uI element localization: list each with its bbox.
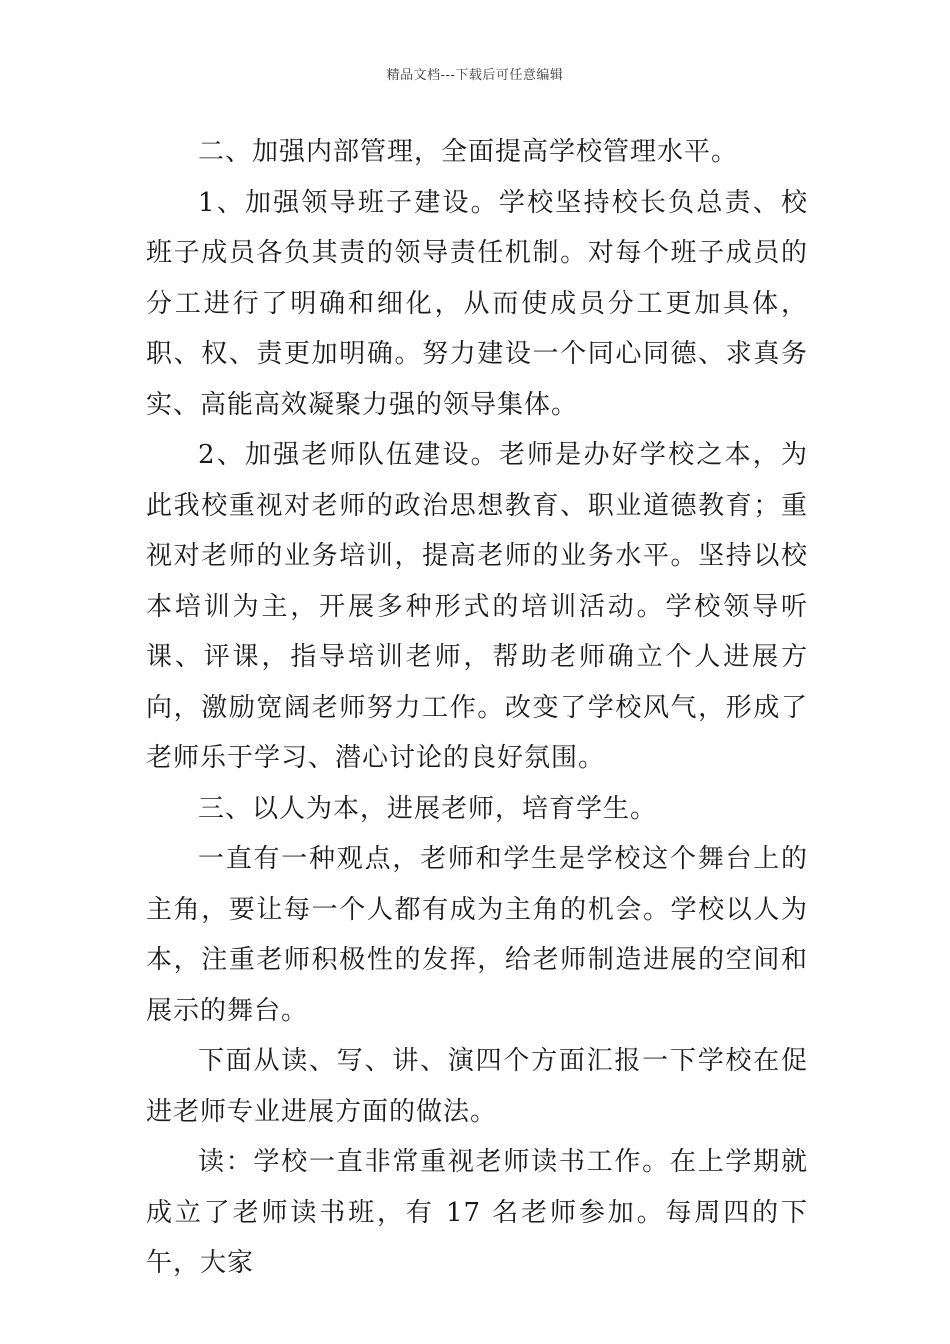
page-header-watermark: 精品文档---下载后可任意编辑 — [386, 68, 564, 83]
paragraph-viewpoint: 一直有一种观点，老师和学生是学校这个舞台上的主角，要让每一个人都有成为主角的机会。学校以人为本，注重老师积极性的发挥，给老师制造进展的空间和展示的舞台。 — [146, 844, 808, 1026]
paragraph-leadership: 1、加强领导班子建设。学校坚持校长负总责、校班子成员各负其责的领导责任机制。对每个班子成员的分工进行了明确和细化，从而使成员分工更加具体，职、权、责更加明确。努力建设一个同心同德、求真务实、高能高效凝聚力强的领导集体。 — [146, 187, 808, 420]
paragraph-teacher-team: 2、加强老师队伍建设。老师是办好学校之本，为此我校重视对老师的政治思想教育、职业道德教育；重视对老师的业务培训，提高老师的业务水平。坚持以校本培训为主，开展多种形式的培训活动。学校领导听课、评课，指导培训老师，帮助老师确立个人进展方向，激励宽阔老师努力工作。改变了学校风气，形成了老师乐于学习、潜心讨论的良好氛围。 — [146, 440, 808, 773]
section-heading-2: 二、加强内部管理，全面提高学校管理水平。 — [198, 137, 739, 167]
paragraph-four-aspects: 下面从读、写、讲、演四个方面汇报一下学校在促进老师专业进展方面的做法。 — [146, 1046, 808, 1127]
paragraph-reading: 读：学校一直非常重视老师读书工作。在上学期就成立了老师读书班，有 17 名老师参加。每周四的下午，大家 — [146, 1147, 808, 1278]
document-body — [146, 127, 808, 1289]
section-heading-3: 三、以人为本，进展老师，培育学生。 — [198, 793, 658, 824]
